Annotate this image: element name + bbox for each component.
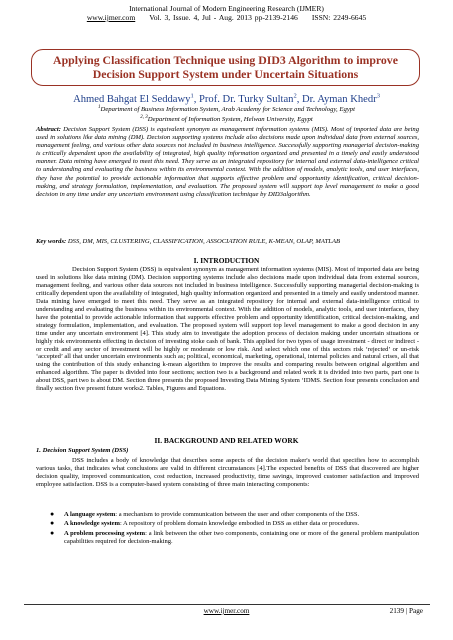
author-1: Ahmed Bahgat El Seddawy$^1$, — [73, 92, 199, 105]
background-body — [36, 457, 419, 489]
paper-title-line-1: Applying Classification Technique using DID3 Algorithm to improve — [53, 53, 398, 67]
dss-component-list — [50, 511, 419, 547]
list-item: ● A language system: a mechanism to provide communication between the user and other components of the DSS. — [50, 510, 360, 518]
keywords — [36, 238, 419, 246]
footer-url-link[interactable]: www.ijmer.com — [203, 607, 250, 615]
abstract-text: Decision Support System (DSS) is equivalent synonym as management information systems (MIS). Most of imported data are being used in solutions like data mining (DM). Decision supporting systems include also decisions made upon individual data from external sources, management feeling, and various other data sources not included in business intelligence. Successfully supporting managerial decision-making is critically dependent upon the availability of integrated, high quality information organized and presented in a timely and easily understood manner. Data mining have emerged to meet this need. They serve as an integrated repository for internal and external data-intelligence critical to understanding and evaluating the business within its environmental context. With the addition of models, analytic tools, and user interfaces, they have the potential to provide actionable information that supports effective problem and opportunity identification, critical decision-making, and strategy formulation, implementation, and evaluation. The proposed system will support top level management to make a good decision in any time under any uncertain environment using classification technique by DID3algorithm. — [36, 126, 419, 198]
author-2: Prof. Dr. Turky Sultan$^2$, — [199, 92, 303, 105]
journal-meta — [0, 13, 453, 22]
paper-title-line-2: Decision Support System under Uncertain Situations — [92, 66, 359, 81]
page-number: 2139 | Page — [389, 607, 423, 615]
bullet-icon: ● — [50, 510, 55, 518]
affiliation-2: $^{2, 3}$Department of Information System, Helwan University, Egypt — [140, 115, 313, 124]
section-heading-background: II. BACKGROUND AND RELATED WORK — [154, 436, 299, 445]
keywords-label: Key words: — [36, 238, 67, 245]
abstract-label: Abstract: — [36, 126, 61, 133]
footer-divider — [24, 604, 430, 605]
introduction-body — [36, 266, 419, 393]
title-box — [31, 49, 420, 86]
affiliation-1: $^1$Department of Business Information System, Arab Academy for Science and Technology, Egypt — [97, 105, 356, 114]
list-item: ● A knowledge system: A repository of problem domain knowledge embodied in DSS as either data or procedures. — [50, 519, 360, 528]
paper-title — [53, 54, 398, 81]
bullet-icon: ● — [50, 519, 55, 528]
journal-volume: Vol. 3, Issue. 4, Jul - Aug. 2013 pp-2139-2146 — [149, 13, 298, 22]
journal-header — [0, 4, 453, 22]
journal-issn: ISSN: 2249-6645 — [311, 13, 367, 22]
abstract — [36, 126, 419, 199]
journal-url-link[interactable]: www.ijmer.com — [86, 13, 136, 22]
section-heading-introduction: I. INTRODUCTION — [193, 256, 260, 265]
list-item: ● A problem processing system: a link between the other two components, containing one or more of the general problem manipulation capabilities required for decision-making. — [50, 528, 419, 545]
bullet-icon: ● — [50, 528, 55, 537]
introduction-paragraph: Decision Support System (DSS) is equivalent synonym as management information systems (MIS). Most of imported data are being used in solutions like data mining (DM). Decision supporting systems include also decisions made upon individual data from external sources, management feeling, and various other data sources not included in business intelligence. Successfully supporting managerial decision-making is critically dependent upon the availability of integrated, high quality information organized and presented in a timely and easily understood manner. Data mining have emerged to meet this need. They serve as an integrated repository for internal and external data-intelligence critical to understanding and evaluating the business within its environmental context. With the addition of models, analytic tools, and user interfaces, they have the potential to provide actionable information that supports effective problem and opportunity identification, critical decision-making, and strategy formulation, implementation, and evaluation. The proposed system will support top level management to make a good decision in any time under any uncertain environment [4]. This study aim to investigate the adoption process of decision making under uncertain situations or highly risk environments effecting in decision of investing stoke cash of bank. This applied for two types of usage investment - direct or indirect - or credit and any sector of investment will be highly or moderate or low risk. And select which one of this sectors risk ‘rejected’ or un-risk ‘accepted’ all that under uncertain environments such as; political, economical, marketing, operational, internal policies and natural crises, all that using the contribution of this study enhancing k-mean algorithm to improve the results and comparing results between original algorithm and enhanced algorithm. The paper is divided into four sections; section two is a background and related work it is divided into two parts, part one is about DSS, part two is about DM. Section three presents the proposed Investing Data Mining System ‘IDMS. Section four presents conclusion and finally section five present future works2. Tables, Figures and Equations. — [36, 266, 419, 393]
author-3: Dr. Ayman Khedr$^3$ — [302, 92, 380, 105]
keywords-text: DSS, DM, MIS, CLUSTERING, CLASSIFICATION, ASSOCIATION RULE, K-MEAN, OLAP, MATLAB — [67, 238, 341, 245]
background-paragraph: DSS includes a body of knowledge that describes some aspects of the decision maker's world that specifies how to accomplish various tasks, that indicates what conclusions are valid in different circumstances [4].The expected benefits of DSS that discovered are higher decision quality, improved communication, cost reduction, increased productivity, time savings, improved customer satisfaction and improved employee satisfaction. DSS is a computer-based system consisting of three main interacting components: — [36, 457, 419, 488]
subsection-heading-dss: 1. Decision Support System (DSS) — [36, 447, 129, 454]
journal-name: International Journal of Modern Engineering Research (IJMER) — [129, 4, 324, 13]
affiliations — [0, 104, 453, 124]
